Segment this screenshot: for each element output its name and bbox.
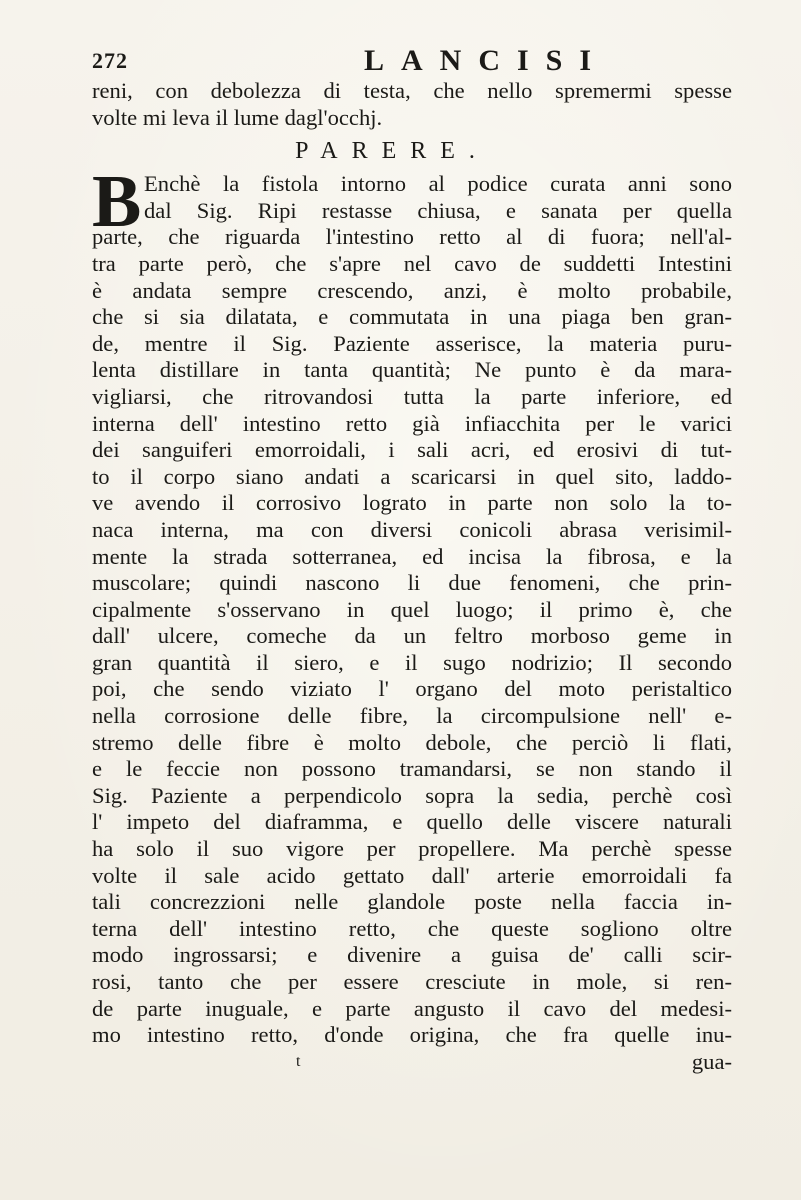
- text-line: tra parte però, che s'apre nel cavo de suddetti Intestini: [92, 250, 732, 276]
- drop-cap-initial: B: [92, 161, 142, 244]
- text-line: ha solo il suo vigore per propellere. Ma perchè spesse: [92, 836, 732, 862]
- text-line: tali concrezzioni nelle glandole poste nella faccia in-: [92, 889, 732, 915]
- intro-paragraph: [92, 78, 732, 131]
- text-line: volte mi leva il lume dagl'occhj.: [92, 104, 383, 130]
- catchword: gua-: [691, 1048, 732, 1074]
- text-line: interna dell' intestino retto già infiacchita per le varici: [92, 410, 732, 436]
- text-line: vigliarsi, che ritrovandosi tutta la parte inferiore, ed: [92, 383, 732, 409]
- text-line: è andata sempre crescendo, anzi, è molto probabile,: [92, 277, 732, 303]
- text-line: l' impeto del diaframma, e quello delle viscere naturali: [92, 809, 732, 835]
- text-line: modo ingrossarsi; e divenire a guisa de' calli scir-: [92, 942, 732, 968]
- text-line: dall' ulcere, comeche da un feltro morboso geme in: [92, 623, 732, 649]
- body-text: [92, 78, 732, 1075]
- parere-paragraph: [92, 161, 732, 1049]
- text-line: reni, con debolezza di testa, che nello spremermi spesse: [92, 78, 732, 103]
- text-line: cipalmente s'osservano in quel luogo; il primo è, che: [92, 596, 732, 622]
- section-title: PARERE.: [295, 138, 489, 165]
- signature-mark: t: [296, 1052, 301, 1070]
- text-line: gran quantità il siero, e il sugo nodrizio; Il secondo: [92, 649, 732, 675]
- page-footer: [92, 1049, 732, 1076]
- text-line: de, mentre il Sig. Paziente asserisce, la materia puru-: [92, 330, 732, 356]
- text-line: poi, che sendo viziato l' organo del moto peristaltico: [92, 676, 732, 702]
- text-line: stremo delle fibre è molto debole, che perciò li flati,: [92, 729, 732, 755]
- text-line: naca interna, ma con diversi conicoli abrasa verisimil-: [92, 516, 732, 542]
- text-line: dei sanguiferi emorroidali, i sali acri, ed erosivi di tut-: [92, 437, 732, 463]
- text-line: dal Sig. Ripi restasse chiusa, e sanata per quella: [144, 197, 732, 223]
- text-line: mo intestino retto, d'onde origina, che fra quelle inu-: [92, 1022, 732, 1048]
- page-number: 272: [92, 48, 128, 73]
- text-line: parte, che riguarda l'intestino retto al di fuora; nell'al-: [92, 224, 732, 250]
- text-line: muscolare; quindi nascono li due fenomeni, che prin-: [92, 570, 732, 596]
- text-line: terna dell' intestino retto, che queste sogliono oltre: [92, 915, 732, 941]
- text-line: Sig. Paziente a perpendicolo sopra la sedia, perchè così: [92, 782, 732, 808]
- text-line: rosi, tanto che per essere cresciute in mole, si ren-: [92, 969, 732, 994]
- text-line: de parte inuguale, e parte angusto il cavo del medesi-: [92, 995, 732, 1021]
- text-line: che si sia dilatata, e commutata in una piaga ben gran-: [92, 304, 732, 330]
- text-line: ve avendo il corrosivo lograto in parte non solo la to-: [92, 490, 732, 516]
- text-line: lenta distillare in tanta quantità; Ne punto è da mara-: [92, 357, 732, 383]
- text-line: volte il sale acido gettato dall' arterie emorroidali fa: [92, 862, 732, 888]
- running-head: LANCISI: [364, 44, 609, 77]
- text-line: Enchè la fistola intorno al podice curata anni sono: [144, 171, 732, 197]
- text-line: mente la strada sotterranea, ed incisa la fibrosa, e la: [92, 543, 732, 569]
- text-line: e le feccie non possono tramandarsi, se non stando il: [92, 756, 732, 782]
- text-line: nella corrosione delle fibre, la circompulsione nell' e-: [92, 703, 732, 729]
- text-line: to il corpo siano andati a scaricarsi in quel sito, laddo-: [92, 463, 732, 489]
